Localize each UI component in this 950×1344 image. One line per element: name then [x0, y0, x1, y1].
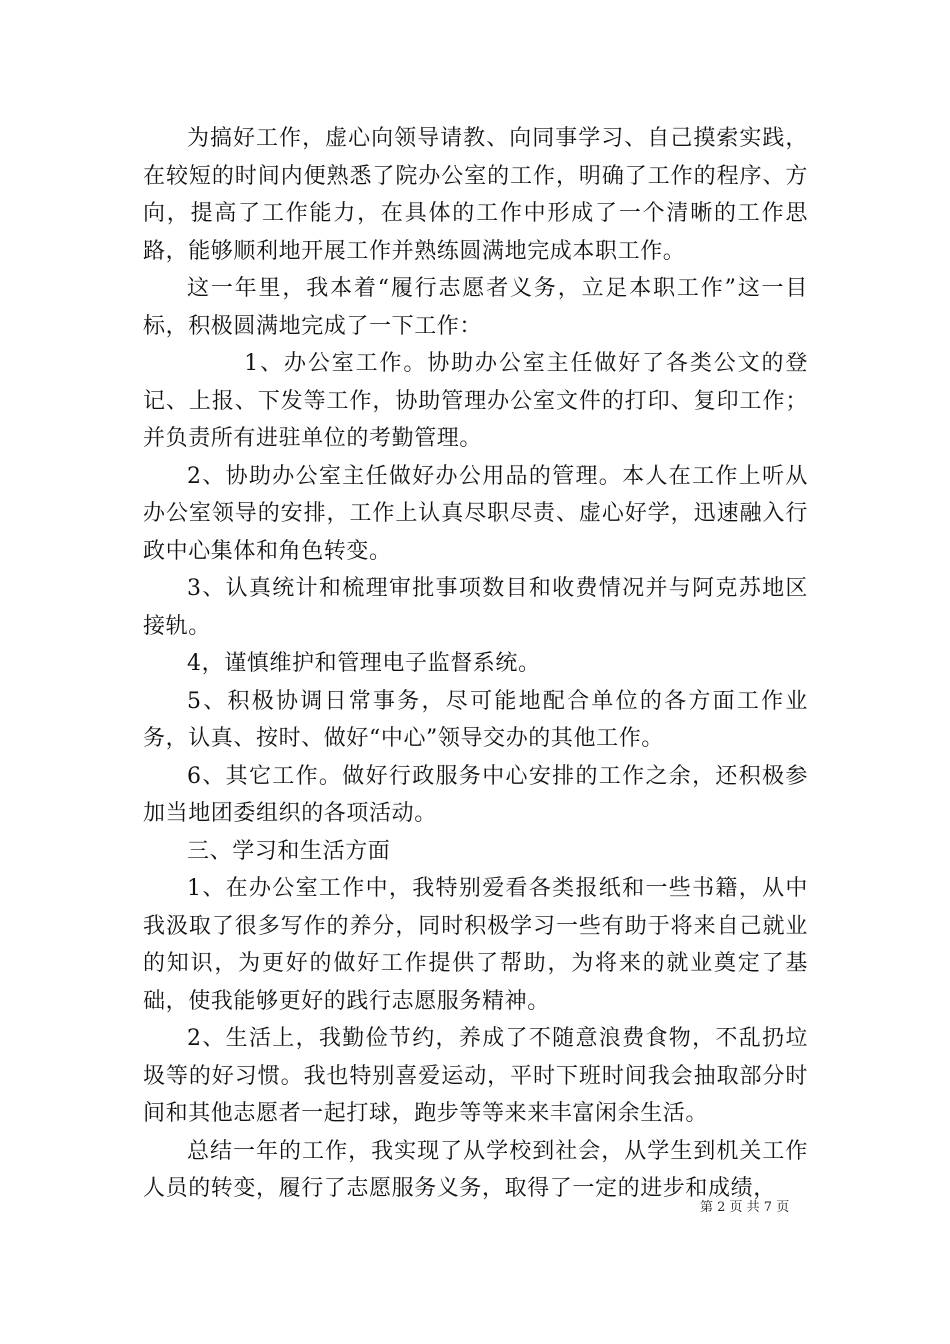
paragraph-item-6-other-work: 6、其它工作。做好行政服务中心安排的工作之余，还积极参加当地团委组织的各项活动。 [143, 763, 808, 826]
paragraph-item-4-monitoring-system: 4，谨慎维护和管理电子监督系统。 [187, 651, 541, 676]
paragraph-item-1-office-work: 1、办公室工作。协助办公室主任做好了各类公文的登记、上报、下发等工作，协助管理办公室文件的打印、复印工作；并负责所有进驻单位的考勤管理。 [143, 351, 808, 451]
page-number-footer: 第 2 页 共 7 页 [700, 1200, 790, 1215]
paragraph-life-2: 2、生活上，我勤俭节约，养成了不随意浪费食物，不乱扔垃圾等的好习惯。我也特别喜爱运动，平时下班时间我会抽取部分时间和其他志愿者一起打球，跑步等等来来丰富闲余生活。 [143, 1026, 808, 1126]
section-heading-study-life: 三、学习和生活方面 [187, 838, 391, 864]
paragraph-item-3-statistics: 3、认真统计和梳理审批事项数目和收费情况并与阿克苏地区接轨。 [143, 576, 808, 639]
paragraph-item-5-daily-affairs: 5、积极协调日常事务，尽可能地配合单位的各方面工作业务，认真、按时、做好“中心”领导交办的其他工作。 [143, 688, 808, 751]
paragraph-summary: 总结一年的工作，我实现了从学校到社会，从学生到机关工作人员的转变，履行了志愿服务义务，取得了一定的进步和成绩， [143, 1138, 808, 1201]
paragraph-year-goal: 这一年里，我本着“履行志愿者义务，立足本职工作”这一目标，积极圆满地完成了一下工作： [143, 276, 808, 339]
paragraph-item-2-office-supplies: 2、协助办公室主任做好办公用品的管理。本人在工作上听从办公室领导的安排，工作上认真尽职尽责、虚心好学，迅速融入行政中心集体和角色转变。 [143, 463, 808, 564]
paragraph-work-approach: 为搞好工作，虚心向领导请教、向同事学习、自己摸索实践，在较短的时间内便熟悉了院办公室的工作，明确了工作的程序、方向，提高了工作能力，在具体的工作中形成了一个清晰的工作思路，能够顺利地开展工作并熟练圆满地完成本职工作。 [143, 126, 808, 264]
document-body [143, 120, 808, 1208]
paragraph-study-1: 1、在办公室工作中，我特别爱看各类报纸和一些书籍，从中我汲取了很多写作的养分，同时积极学习一些有助于将来自己就业的知识，为更好的做好工作提供了帮助，为将来的就业奠定了基础，使我能够更好的践行志愿服务精神。 [143, 876, 808, 1014]
